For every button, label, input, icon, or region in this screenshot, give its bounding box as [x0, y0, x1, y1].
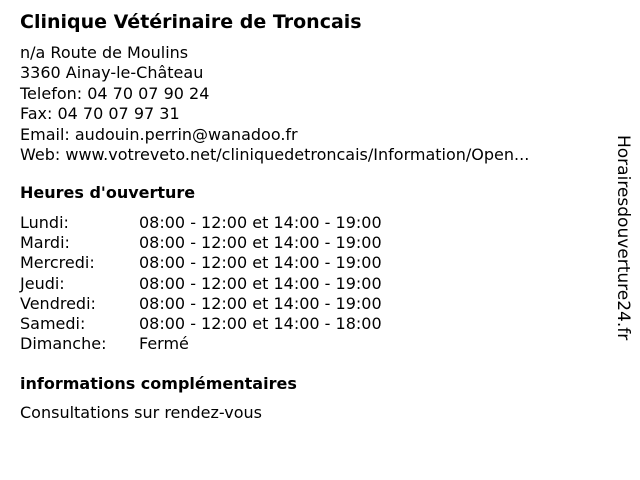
- day-hours: 08:00 - 12:00 et 14:00 - 19:00: [139, 213, 382, 232]
- day-label: Mardi:: [20, 233, 70, 253]
- day-label: Jeudi:: [20, 273, 65, 293]
- fax-number: Fax: 04 70 07 97 31: [20, 104, 180, 124]
- day-hours: 08:00 - 12:00 et 14:00 - 18:00: [139, 313, 382, 333]
- day-hours: 08:00 - 12:00 et 14:00 - 19:00: [139, 253, 382, 273]
- clinic-name: Clinique Vétérinaire de Troncais: [20, 11, 362, 33]
- day-label: Mercredi:: [20, 253, 95, 273]
- day-label: Lundi:: [20, 213, 69, 232]
- contact-block: [20, 43, 529, 165]
- day-hours: 08:00 - 12:00 et 14:00 - 19:00: [139, 233, 382, 253]
- opening-hours-heading: Heures d'ouverture: [20, 183, 196, 202]
- day-hours: 08:00 - 12:00 et 14:00 - 19:00: [139, 273, 382, 293]
- website-link[interactable]: Web: www.votreveto.net/cliniquedetroncais/Information/Open...: [20, 145, 530, 165]
- day-label: Vendredi:: [20, 293, 96, 313]
- day-hours: 08:00 - 12:00 et 14:00 - 19:00: [139, 293, 382, 313]
- additional-info-heading: informations complémentaires: [20, 374, 297, 393]
- email-address: Email: audouin.perrin@wanadoo.fr: [20, 124, 298, 144]
- day-label: Samedi:: [20, 313, 86, 333]
- day-hours: Fermé: [139, 334, 189, 354]
- phone-number: Telefon: 04 70 07 90 24: [20, 83, 210, 103]
- address-street: n/a Route de Moulins: [20, 43, 189, 62]
- day-label: Dimanche:: [20, 334, 107, 354]
- additional-info-text: Consultations sur rendez-vous: [20, 403, 262, 422]
- site-watermark: Horairesdouverture24.fr: [613, 135, 633, 341]
- address-city: 3360 Ainay-le-Château: [20, 63, 204, 83]
